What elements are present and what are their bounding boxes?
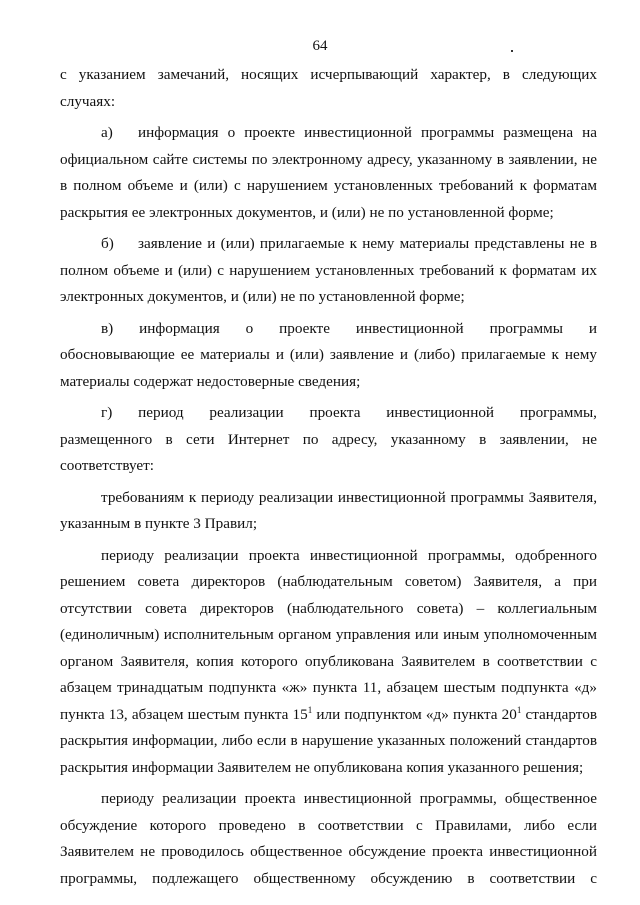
word: инвестиционной — [355, 319, 464, 337]
paragraph-periods-board-decision — [60, 543, 597, 782]
word: о — [245, 319, 254, 337]
paragraph-text: периоду реализации проекта инвестиционной программы, одобренного решением совета директоров (наблюдательным советом) Заявителя, а при отсутствии совета директоров (наблюдательного совета) – коллегиальным (единоличным) исполнительным органом управления или иным уполномоченным органом Заявителя, копия которого опубликована Заявителем в соответствии с абзацем тринадцатым подпункта «ж» пункта 11, абзацем шестым подпункта «д» пункта 13, абзацем шестым пункта 15 — [60, 546, 597, 723]
intro-line: случаях: — [60, 92, 116, 110]
word: программы — [489, 319, 563, 337]
page-number: 64 — [312, 38, 328, 54]
list-marker: а) — [101, 124, 113, 141]
word: проекте — [279, 319, 330, 337]
list-marker: б) — [101, 235, 114, 252]
list-item-text: информация о проекте инвестиционной программы размещена на — [138, 124, 597, 141]
list-item-first-line — [60, 400, 597, 427]
list-item-continuation: официальном сайте системы по электронному адресу, указанному в заявлении, не в полном объеме и (или) с нарушением установленных требований к форматам раскрытия ее электронных документов, и (или) не по установленной форме; — [60, 150, 597, 221]
document-body — [60, 62, 597, 892]
word: инвестиционной — [386, 404, 495, 421]
list-item-first-line — [60, 120, 597, 147]
list-item-continuation: обосновывающие ее материалы и (или) заявление и (либо) прилагаемые к нему материалы содержат недостоверные сведения; — [60, 346, 597, 390]
list-marker: г) — [101, 404, 113, 421]
list-item-first-line — [60, 231, 597, 258]
list-item-g — [60, 400, 597, 480]
word: реализации — [209, 404, 284, 421]
list-item-v — [60, 316, 597, 396]
list-item-continuation: полном объеме и (или) с нарушением установленных требований к форматам их электронных документов, и (или) не по установленной форме; — [60, 261, 597, 305]
intro-line: с указанием замечаний, носящих исчерпывающий характер, в следующих — [60, 66, 597, 83]
word: проекта — [309, 404, 361, 421]
list-item-first-line — [60, 316, 597, 343]
superscript: 1 — [307, 704, 313, 715]
paragraph-periods-rules: требованиям к периоду реализации инвестиционной программы Заявителя, указанным в пункте 3 Правил; — [60, 488, 597, 532]
list-item-text: заявление и (или) прилагаемые к нему материалы представлены не в — [138, 235, 597, 252]
list-marker: в) — [101, 319, 114, 337]
paragraph-text: или подпунктом «д» пункта 20 — [312, 705, 517, 723]
list-item-a — [60, 120, 597, 226]
paragraph-periods-public-discussion: периоду реализации проекта инвестиционной программы, общественное обсуждение которого проведено в соответствии с Правилами, либо если Заявителем не проводилось общественное обсуждение проекта инвестиционной программы, подлежащего общественному обсуждению в соответствии с — [60, 790, 597, 887]
word: программы, — [519, 404, 597, 421]
list-item-continuation: размещенного в сети Интернет по адресу, указанному в заявлении, не соответствует: — [60, 430, 597, 474]
word: период — [138, 404, 184, 421]
list-item-b — [60, 231, 597, 311]
word: и — [588, 319, 597, 337]
word: информация — [139, 319, 220, 337]
superscript: 1 — [516, 704, 522, 715]
paragraph-text: стандартов раскрытия информации, либо если в нарушение указанных положений стандартов раскрытия информации Заявителем не опубликована копия указанного решения; — [60, 705, 597, 776]
